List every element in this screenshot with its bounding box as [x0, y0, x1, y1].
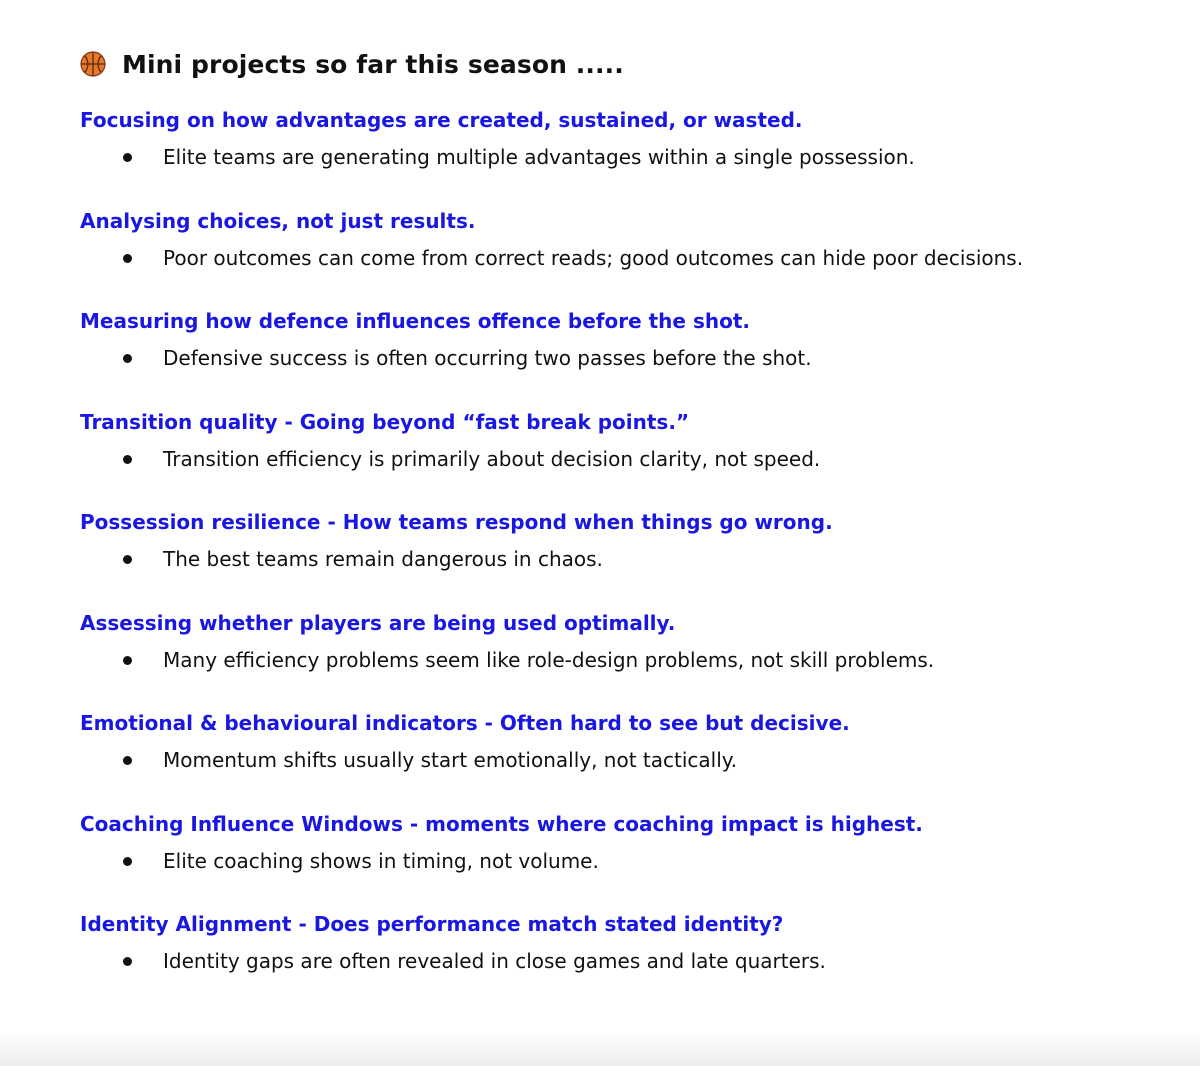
bullet-icon: [123, 656, 132, 665]
page-bottom-edge: [0, 1032, 1200, 1066]
section-emotional: [80, 710, 1180, 773]
bullet-text: Momentum shifts usually start emotionally, not tactically.: [163, 748, 738, 772]
section-heading: Measuring how defence influences offence before the shot.: [80, 309, 750, 333]
list-item: [80, 245, 1180, 271]
section-heading: Analysing choices, not just results.: [80, 209, 476, 233]
section-choices: [80, 208, 1180, 271]
list-item: [80, 144, 1180, 170]
bullet-icon: [123, 756, 132, 765]
bullet-icon: [123, 354, 132, 363]
list-item: [80, 747, 1180, 773]
list-item: [80, 546, 1180, 572]
page-title: Mini projects so far this season .....: [122, 49, 624, 79]
section-defence: [80, 308, 1180, 371]
section-heading: Possession resilience - How teams respond when things go wrong.: [80, 510, 833, 534]
list-item: [80, 647, 1180, 673]
bullet-text: Elite teams are generating multiple advantages within a single possession.: [163, 145, 915, 169]
bullet-icon: [123, 254, 132, 263]
list-item: [80, 848, 1180, 874]
bullet-text: The best teams remain dangerous in chaos.: [163, 547, 603, 571]
bullet-icon: [123, 957, 132, 966]
section-resilience: [80, 509, 1180, 572]
bullet-text: Elite coaching shows in timing, not volume.: [163, 849, 599, 873]
list-item: [80, 948, 1180, 974]
section-players: [80, 610, 1180, 673]
title-row: [80, 44, 624, 84]
bullet-text: Poor outcomes can come from correct reads; good outcomes can hide poor decisions.: [163, 246, 1024, 270]
list-item: [80, 446, 1180, 472]
section-coaching: [80, 811, 1180, 874]
bullet-icon: [123, 857, 132, 866]
bullet-icon: [123, 153, 132, 162]
section-heading: Assessing whether players are being used optimally.: [80, 611, 676, 635]
basketball-icon: [80, 51, 106, 77]
section-heading: Transition quality - Going beyond “fast break points.”: [80, 410, 690, 434]
bullet-text: Identity gaps are often revealed in close games and late quarters.: [163, 949, 826, 973]
bullet-text: Defensive success is often occurring two passes before the shot.: [163, 346, 812, 370]
bullet-icon: [123, 455, 132, 464]
section-heading: Identity Alignment - Does performance match stated identity?: [80, 912, 784, 936]
bullet-text: Many efficiency problems seem like role-design problems, not skill problems.: [163, 648, 935, 672]
section-heading: Emotional & behavioural indicators - Often hard to see but decisive.: [80, 711, 850, 735]
section-heading: Coaching Influence Windows - moments where coaching impact is highest.: [80, 812, 923, 836]
list-item: [80, 345, 1180, 371]
section-advantages: [80, 107, 1180, 170]
bullet-text: Transition efficiency is primarily about decision clarity, not speed.: [163, 447, 821, 471]
bullet-icon: [123, 555, 132, 564]
section-identity: [80, 911, 1180, 974]
section-heading: Focusing on how advantages are created, sustained, or wasted.: [80, 108, 803, 132]
section-transition: [80, 409, 1180, 472]
